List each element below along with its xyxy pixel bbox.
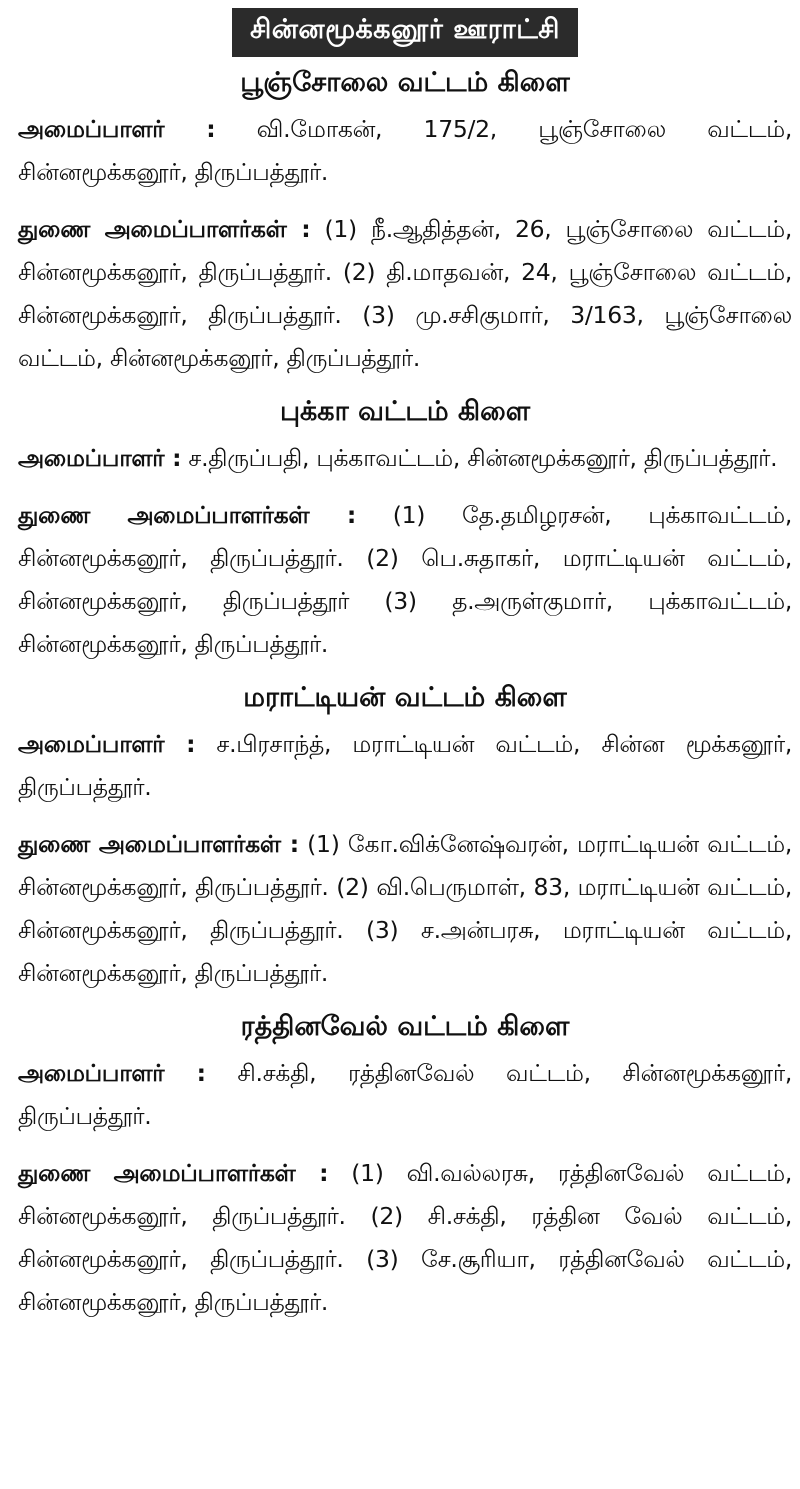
organizer-text: ச.பிரசாந்த், மராட்டியன் வட்டம், சின்ன மூக்கனூர், திருப்பத்தூர்.: [18, 730, 792, 802]
organizer-paragraph: [18, 1052, 792, 1138]
organizer-label: அமைப்பாளர் :: [18, 730, 196, 759]
deputies-paragraph: [18, 494, 792, 666]
deputies-paragraph: [18, 823, 792, 995]
organizer-paragraph: [18, 108, 792, 194]
deputies-text: (1) தே.தமிழரசன், புக்காவட்டம், சின்னமூக்கனூர், திருப்பத்தூர். (2) பெ.சுதாகர், மராட்டியன் வட்டம், சின்னமூக்கனூர், திருப்பத்தூர் (3) த.அருள்குமார், புக்காவட்டம், சின்னமூக்கனூர், திருப்பத்தூர்.: [18, 501, 792, 659]
deputies-paragraph: [18, 208, 792, 380]
deputies-label: துணை அமைப்பாளர்கள் :: [18, 1159, 329, 1188]
header-title: சின்னமூக்கனூர் ஊராட்சி: [232, 8, 578, 57]
organizer-text: வி.மோகன், 175/2, பூஞ்சோலை வட்டம், சின்னமூக்கனூர், திருப்பத்தூர்.: [18, 115, 792, 187]
branch-section: [18, 680, 792, 995]
organizer-label: அமைப்பாளர் :: [18, 444, 182, 473]
deputies-label: துணை அமைப்பாளர்கள் :: [18, 215, 311, 244]
branch-section: [18, 65, 792, 380]
organizer-label: அமைப்பாளர் :: [18, 115, 216, 144]
deputies-text: (1) கோ.விக்னேஷ்வரன், மராட்டியன் வட்டம், சின்னமூக்கனூர், திருப்பத்தூர். (2) வி.பெருமாள், 83, மராட்டியன் வட்டம், சின்னமூக்கனூர், திருப்பத்தூர். (3) ச.அன்பரசு, மராட்டியன் வட்டம், சின்னமூக்கனூர், திருப்பத்தூர்.: [18, 830, 792, 988]
organizer-text: ச.திருப்பதி, புக்காவட்டம், சின்னமூக்கனூர், திருப்பத்தூர்.: [181, 444, 778, 473]
deputies-text: (1) வி.வல்லரசு, ரத்தினவேல் வட்டம், சின்னமூக்கனூர், திருப்பத்தூர். (2) சி.சக்தி, ரத்தின வேல் வட்டம், சின்னமூக்கனூர், திருப்பத்தூர். (3) சே.சூரியா, ரத்தினவேல் வட்டம், சின்னமூக்கனூர், திருப்பத்தூர்.: [18, 1159, 793, 1317]
organizer-text: சி.சக்தி, ரத்தினவேல் வட்டம், சின்னமூக்கனூர், திருப்பத்தூர்.: [18, 1059, 792, 1131]
organizer-paragraph: [18, 723, 792, 809]
branch-title: புக்கா வட்டம் கிளை: [279, 396, 531, 428]
branch-title: மராட்டியன் வட்டம் கிளை: [243, 682, 567, 714]
deputies-label: துணை அமைப்பாளர்கள் :: [18, 830, 299, 859]
branch-title: ரத்தினவேல் வட்டம் கிளை: [240, 1011, 570, 1043]
organizer-paragraph: [18, 437, 792, 480]
header: [18, 0, 792, 57]
deputies-paragraph: [18, 1152, 792, 1324]
deputies-text: (1) நீ.ஆதித்தன், 26, பூஞ்சோலை வட்டம், சின்னமூக்கனூர், திருப்பத்தூர். (2) தி.மாதவன், 24, பூஞ்சோலை வட்டம், சின்னமூக்கனூர், திருப்பத்தூர். (3) மு.சசிகுமார், 3/163, பூஞ்சோலை வட்டம், சின்னமூக்கனூர், திருப்பத்தூர்.: [18, 215, 792, 373]
organizer-label: அமைப்பாளர் :: [18, 1059, 206, 1088]
branch-section: [18, 1009, 792, 1324]
deputies-label: துணை அமைப்பாளர்கள் :: [18, 501, 356, 530]
branch-section: [18, 394, 792, 666]
branch-title: பூஞ்சோலை வட்டம் கிளை: [240, 67, 570, 98]
